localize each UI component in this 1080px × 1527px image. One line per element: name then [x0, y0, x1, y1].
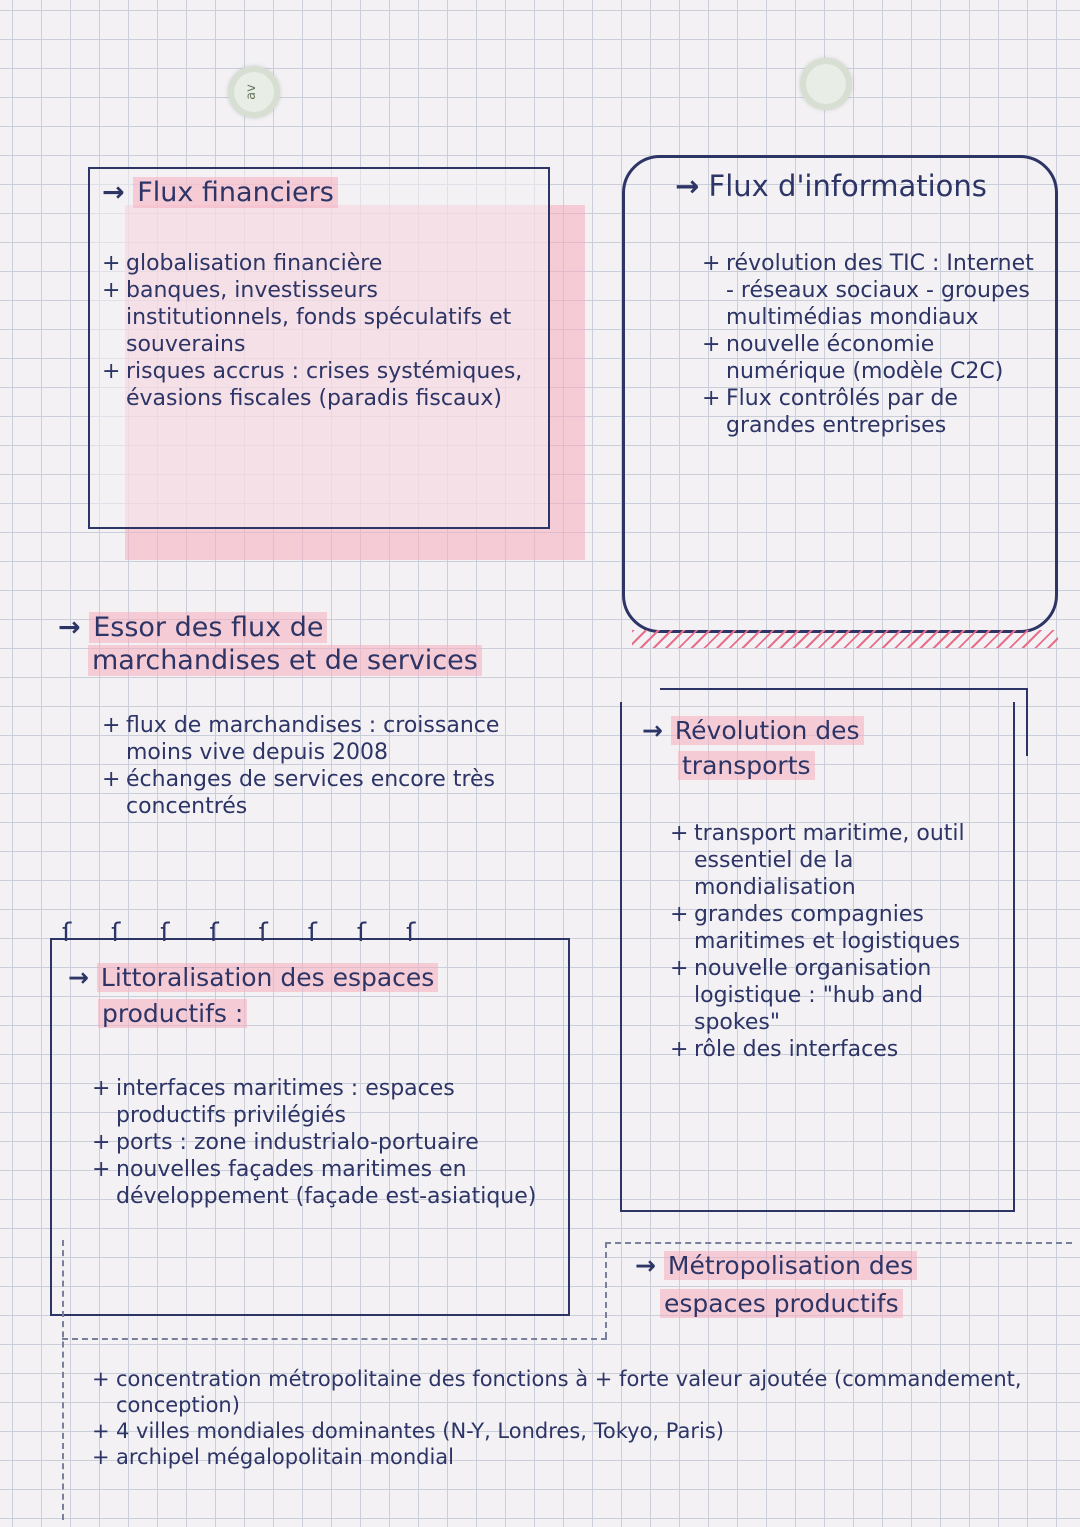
arrow-icon: → — [58, 612, 81, 643]
coastal-title-line2: productifs : — [98, 999, 247, 1028]
list-item: + nouvelle économie numérique (modèle C2C) — [702, 331, 1047, 385]
list-item: + globalisation financière — [102, 250, 532, 277]
arrow-icon: → — [642, 716, 663, 745]
coastal-list — [92, 1075, 557, 1210]
metro-list — [92, 1366, 1067, 1470]
coastal-title-line1: Littoralisation des espaces — [97, 963, 438, 992]
metro-title-line2: espaces productifs — [660, 1289, 903, 1318]
metro-title — [635, 1250, 917, 1282]
goods-title-line2: marchandises et de services — [88, 645, 482, 676]
list-item: + révolution des TIC : Internet - réseaux sociaux - groupes multimédias mondiaux — [702, 250, 1047, 331]
list-item: + banques, investisseurs institutionnels, fonds spéculatifs et souverains — [102, 277, 532, 358]
coastal-title-2 — [98, 998, 247, 1030]
metro-dashed-mid — [62, 1338, 607, 1340]
list-item: + grandes compagnies maritimes et logistiques — [670, 901, 1005, 955]
financial-title — [102, 177, 338, 209]
transport-list — [670, 820, 1005, 1063]
transport-frame-outer — [660, 688, 1028, 690]
transport-title-line2: transports — [678, 751, 815, 780]
list-item: + rôle des interfaces — [670, 1036, 1005, 1063]
spiral-binding-icon: ſſſſſſſſ — [62, 918, 456, 948]
arrow-icon: → — [68, 963, 89, 992]
list-item: + flux de marchandises : croissance moins vive depuis 2008 — [102, 712, 522, 766]
information-hatch — [632, 630, 1058, 648]
metro-dashed-top — [605, 1242, 1072, 1244]
information-title-text: Flux d'informations — [708, 169, 987, 203]
list-item: + interfaces maritimes : espaces productifs privilégiés — [92, 1075, 557, 1129]
list-item: + Flux contrôlés par de grandes entreprises — [702, 385, 1047, 439]
arrow-icon: → — [102, 177, 125, 208]
financial-title-text: Flux financiers — [133, 177, 338, 208]
list-item: + nouvelle organisation logistique : "hub and spokes" — [670, 955, 1005, 1036]
financial-list — [102, 250, 532, 412]
goods-list — [102, 712, 522, 820]
list-item: + archipel mégalopolitain mondial — [92, 1444, 1067, 1470]
information-list — [702, 250, 1047, 439]
list-item: + concentration métropolitaine des fonctions à + forte valeur ajoutée (commandement, conception) — [92, 1366, 1067, 1418]
list-item: + échanges de services encore très concentrés — [102, 766, 522, 820]
metro-title-line1: Métropolisation des — [664, 1251, 917, 1280]
list-item: + 4 villes mondiales dominantes (N-Y, Londres, Tokyo, Paris) — [92, 1418, 1067, 1444]
information-title — [675, 170, 987, 202]
list-item: + ports : zone industrialo-portuaire — [92, 1129, 557, 1156]
coastal-title — [68, 962, 438, 994]
arrow-icon: → — [635, 1251, 656, 1280]
list-item: + nouvelles façades maritimes en développement (façade est-asiatique) — [92, 1156, 557, 1210]
goods-title — [58, 612, 327, 644]
transport-title-line1: Révolution des — [671, 716, 864, 745]
binder-hole-left — [228, 66, 280, 118]
goods-title-2 — [88, 645, 482, 677]
transport-title — [642, 715, 864, 747]
metro-title-2 — [660, 1288, 903, 1320]
goods-title-line1: Essor des flux de — [89, 612, 327, 643]
binder-hole-right — [800, 58, 852, 110]
transport-title-2 — [678, 750, 815, 782]
metro-dashed-left — [605, 1242, 607, 1338]
list-item: + risques accrus : crises systémiques, évasions fiscales (paradis fiscaux) — [102, 358, 532, 412]
transport-frame-outer-right — [1026, 688, 1028, 756]
arrow-icon: → — [675, 169, 700, 203]
hole-mark-text: av — [244, 84, 259, 100]
list-item: + transport maritime, outil essentiel de la mondialisation — [670, 820, 1005, 901]
